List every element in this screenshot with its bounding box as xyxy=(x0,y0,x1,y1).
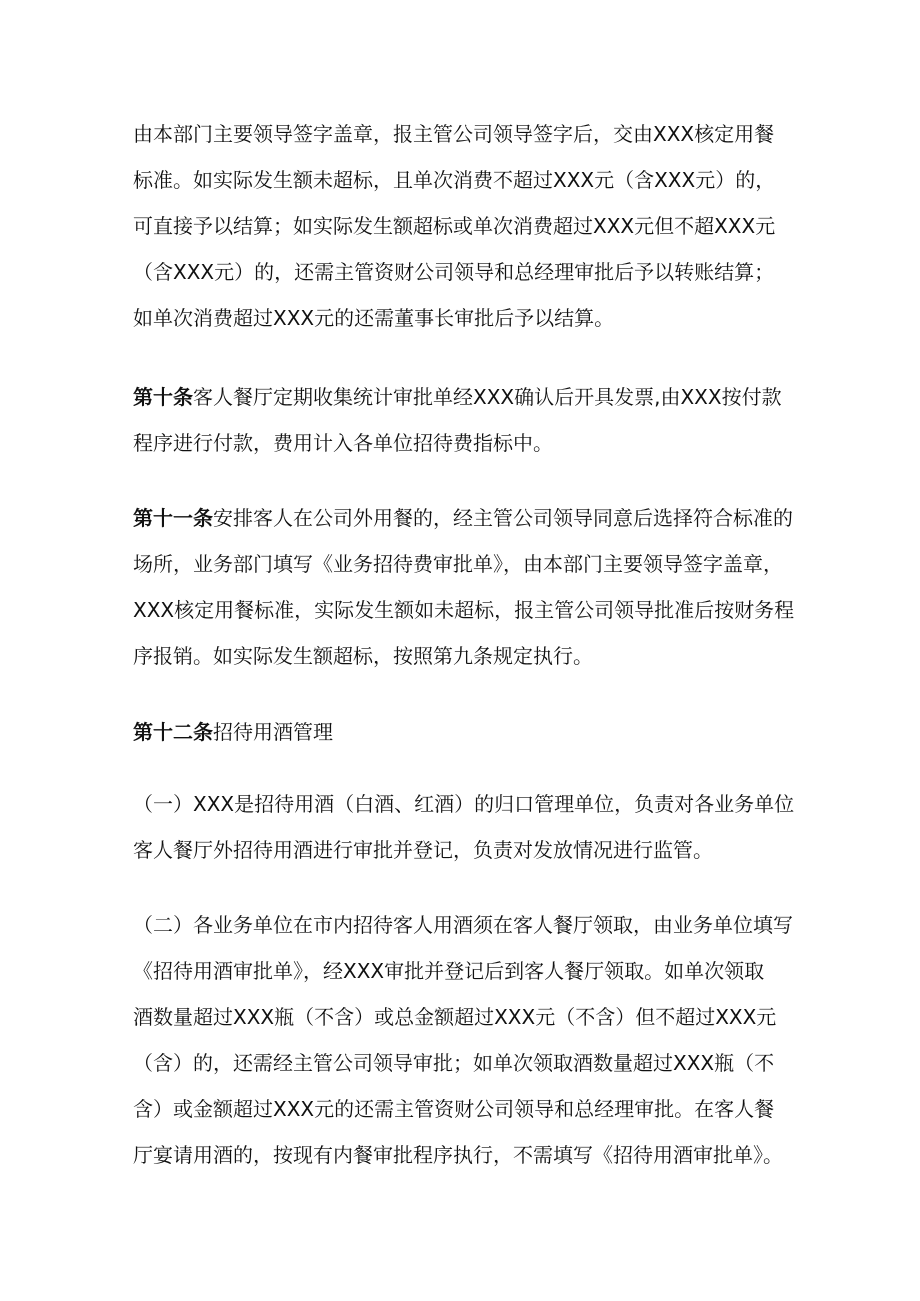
text-line: （二）各业务单位在市内招待客人用酒须在客人餐厅领取，由业务单位填写 xyxy=(133,913,793,937)
article-heading: 第十一条 xyxy=(133,506,213,530)
paragraph-approval-settlement xyxy=(133,111,803,341)
text-line: 由本部门主要领导签字盖章，报主管公司领导签字后，交由XXX核定用餐 xyxy=(133,122,775,146)
text-line: 《招待用酒审批单》，经XXX审批并登记后到客人餐厅领取。如单次领取 xyxy=(133,959,765,983)
text-line: （一）XXX是招待用酒（白酒、红酒）的归口管理单位，负责对各业务单位 xyxy=(133,792,795,816)
text-line: 标准。如实际发生额未超标，且单次消费不超过XXX元（含XXX元）的， xyxy=(133,168,776,192)
clause-1 xyxy=(133,781,803,873)
text-line xyxy=(133,374,803,420)
text-line: 客人餐厅外招待用酒进行审批并登记，负责对发放情况进行监管。 xyxy=(133,838,713,862)
text-line: 厅宴请用酒的，按现有内餐审批程序执行，不需填写《招待用酒审批单》。 xyxy=(133,1143,783,1167)
article-11 xyxy=(133,495,803,679)
article-10 xyxy=(133,374,803,466)
text-line: 如单次消费超过XXX元的还需董事长审批后予以结算。 xyxy=(133,306,615,330)
text-line: （含XXX元）的，还需主管资财公司领导和总经理审批后予以转账结算； xyxy=(133,260,775,284)
article-text: 招待用酒管理 xyxy=(213,720,333,744)
text-line xyxy=(133,495,803,541)
text-line: 场所，业务部门填写《业务招待费审批单》，由本部门主要领导签字盖章， xyxy=(133,552,783,576)
text-line: 含）或金额超过XXX元的还需主管资财公司领导和总经理审批。在客人餐 xyxy=(133,1097,775,1121)
text-line: （含）的，还需经主管公司领导审批；如单次领取酒数量超过XXX瓶（不 xyxy=(133,1051,775,1075)
article-heading: 第十二条 xyxy=(133,720,213,744)
text-line: 程序进行付款，费用计入各单位招待费指标中。 xyxy=(133,431,553,455)
text-line: 序报销。如实际发生额超标，按照第九条规定执行。 xyxy=(133,644,593,668)
text-line: 酒数量超过XXX瓶（不含）或总金额超过XXX元（不含）但不超过XXX元 xyxy=(133,1005,777,1029)
clause-2 xyxy=(133,902,803,1178)
text-line xyxy=(133,709,803,755)
text-line: XXX核定用餐标准，实际发生额如未超标，报主管公司领导批准后按财务程 xyxy=(133,598,795,622)
article-12 xyxy=(133,709,803,755)
article-text: 安排客人在公司外用餐的，经主管公司领导同意后选择符合标准的 xyxy=(213,506,793,530)
text-line: 可直接予以结算；如实际发生额超标或单次消费超过XXX元但不超XXX元 xyxy=(133,214,776,238)
article-heading: 第十条 xyxy=(133,385,193,409)
article-text: 客人餐厅定期收集统计审批单经XXX确认后开具发票,由XXX按付款 xyxy=(193,385,782,409)
